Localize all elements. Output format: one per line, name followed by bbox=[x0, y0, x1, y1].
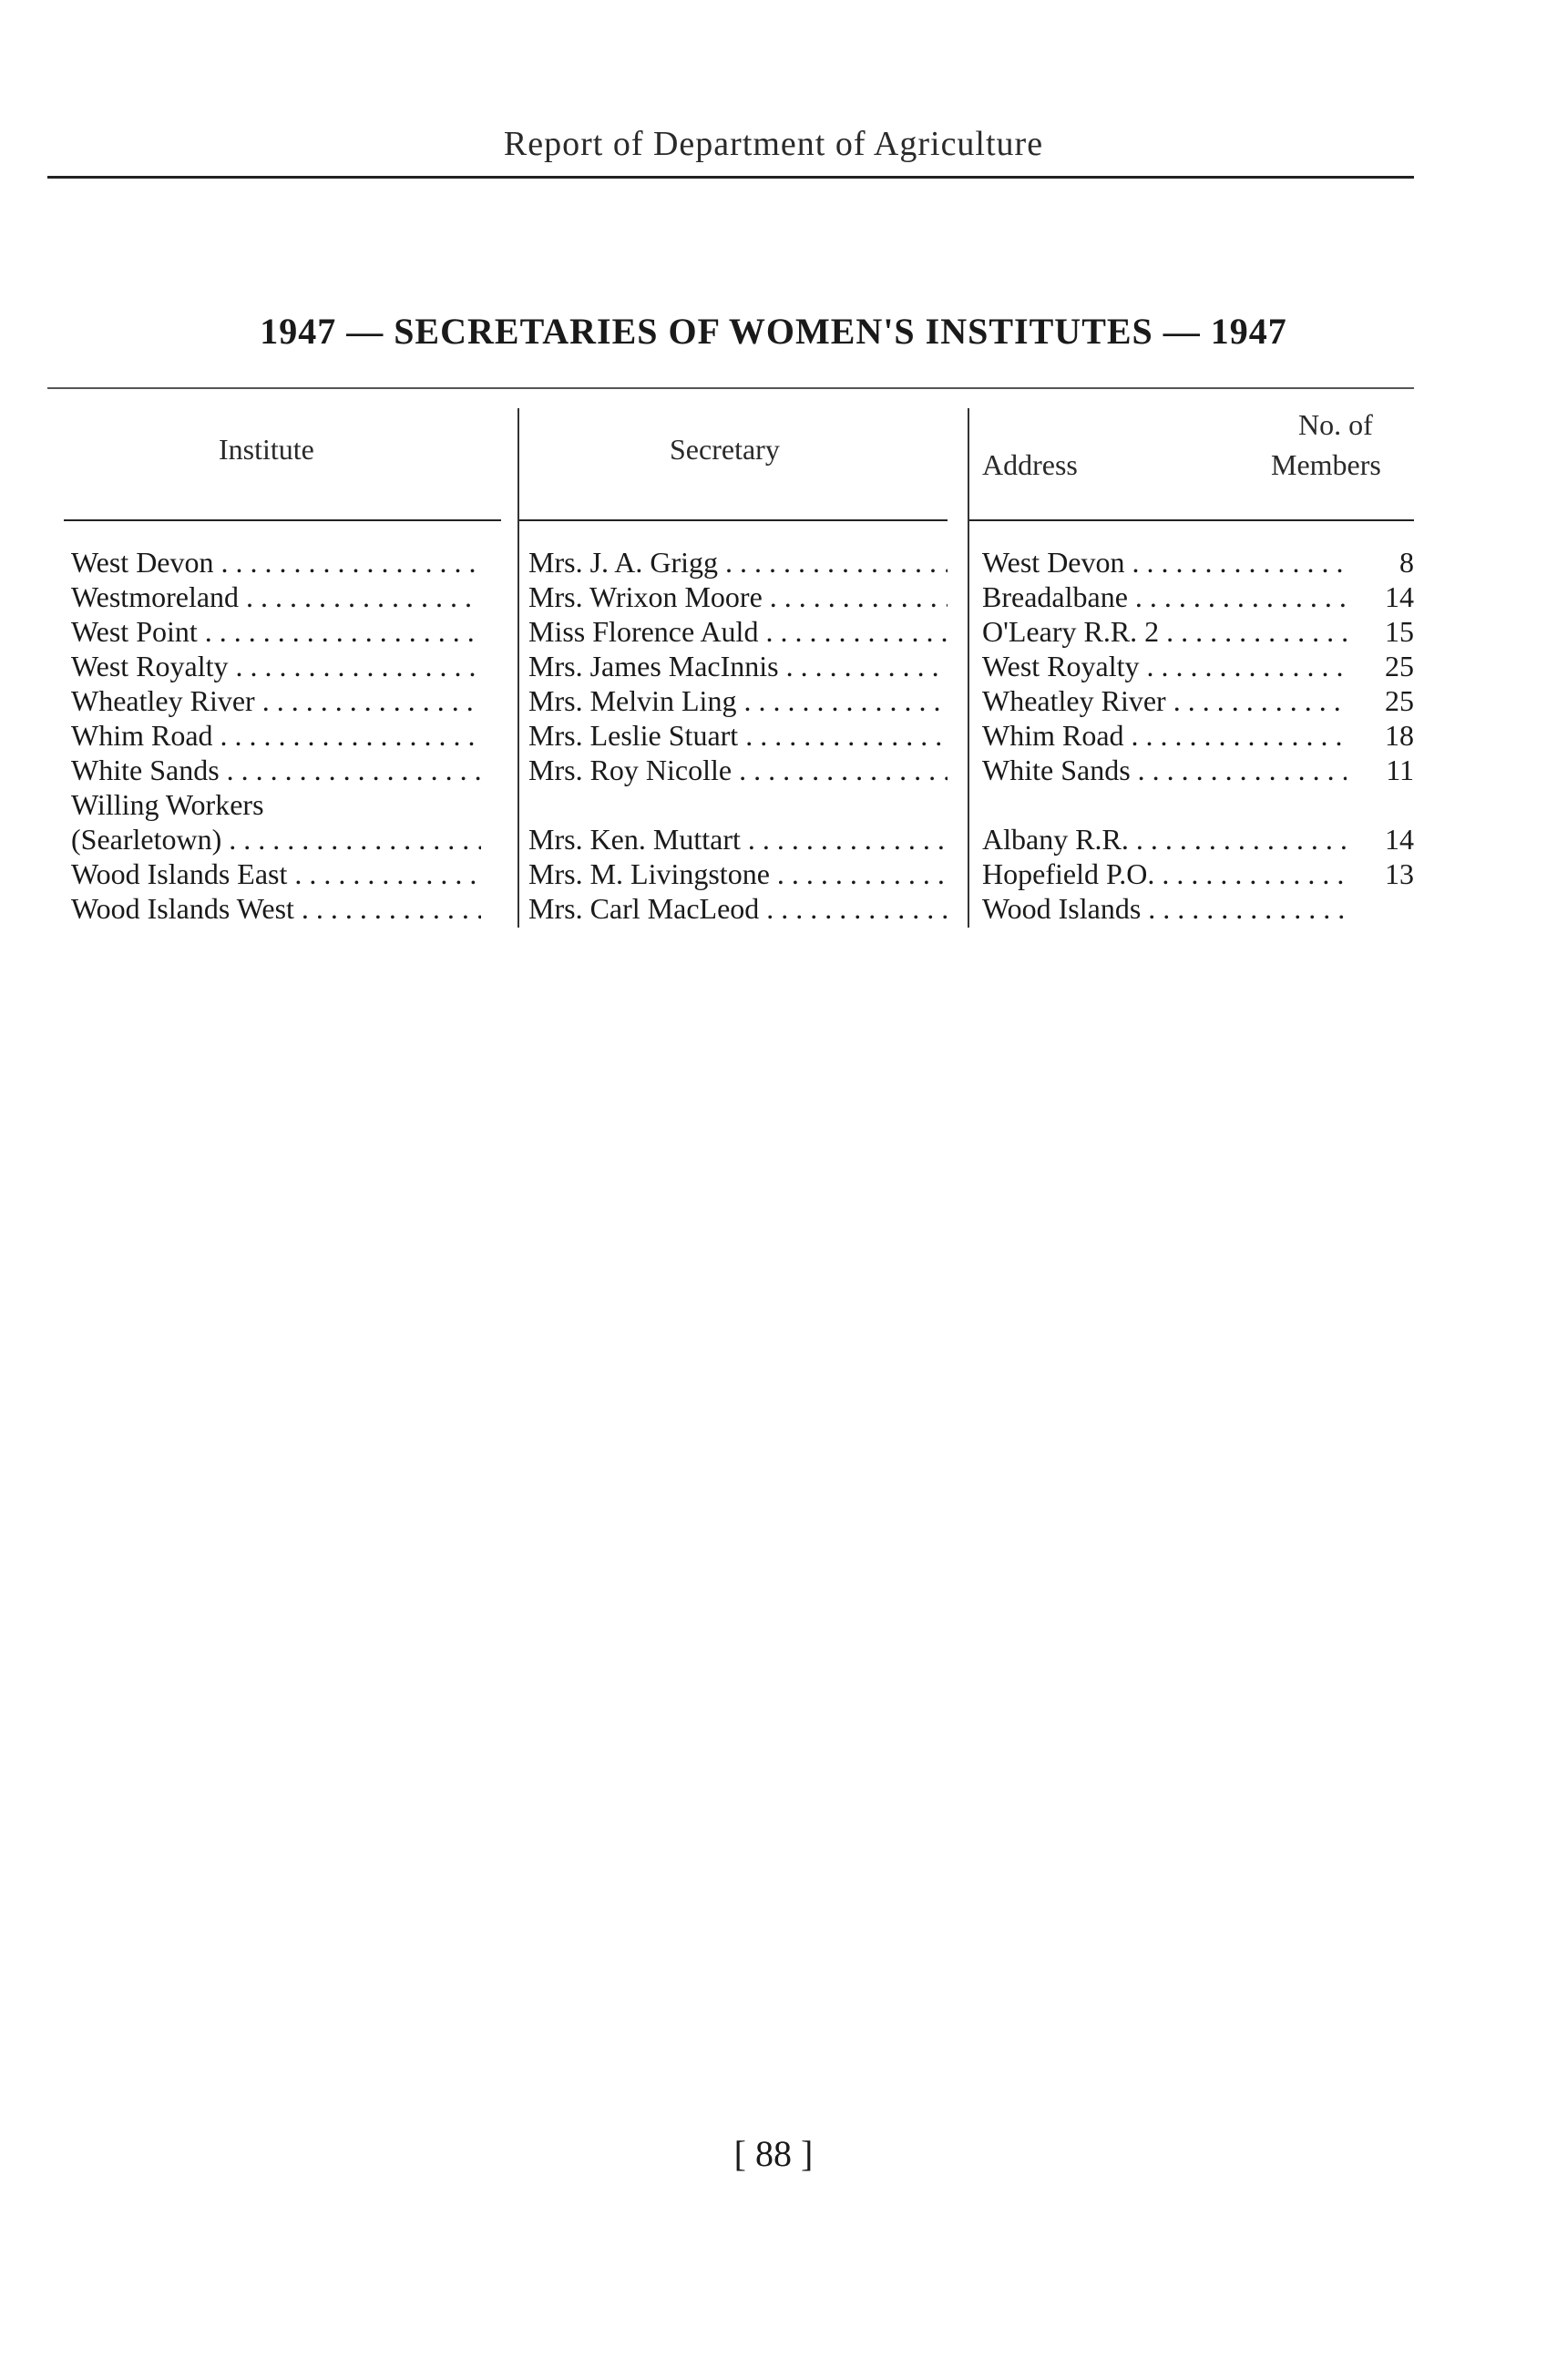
secretary-cell: Mrs. Leslie Stuart . . . bbox=[528, 718, 948, 753]
secretary-cell: Mrs. Ken. Muttart . . . bbox=[528, 822, 948, 857]
table-row bbox=[0, 822, 1547, 857]
address-cell: Albany R.R. . . . bbox=[982, 822, 1347, 857]
institute-cell: (Searletown) . . . bbox=[71, 822, 481, 857]
column-header-address: Address bbox=[982, 448, 1078, 481]
institute-cell: Willing Workers bbox=[71, 788, 264, 821]
institute-cell: Wood Islands East . . . bbox=[71, 857, 481, 891]
address-cell: West Devon . . . bbox=[982, 545, 1347, 580]
institute-cell: Whim Road . . . bbox=[71, 718, 481, 753]
institute-cell: West Devon . . . bbox=[71, 545, 481, 580]
secretary-cell: Mrs. Roy Nicolle . . . bbox=[528, 753, 948, 787]
table-row bbox=[0, 857, 1547, 891]
institute-cell: Wood Islands West . . . bbox=[71, 891, 481, 926]
title-rule bbox=[47, 387, 1414, 389]
institute-cell: West Royalty . . . bbox=[71, 649, 481, 683]
members-cell: 25 bbox=[1385, 684, 1414, 717]
address-cell: Wood Islands . . . bbox=[982, 891, 1347, 926]
institute-cell: West Point . . . bbox=[71, 614, 481, 649]
table-row bbox=[0, 683, 1547, 718]
address-cell: Wheatley River . . . bbox=[982, 683, 1347, 718]
secretary-cell: Mrs. J. A. Grigg . . . bbox=[528, 545, 948, 580]
header-underline-institute bbox=[64, 519, 501, 521]
column-header-institute: Institute bbox=[219, 433, 314, 466]
address-cell: Breadalbane . . . bbox=[982, 580, 1347, 614]
members-cell: 25 bbox=[1385, 650, 1414, 682]
column-header-secretary: Secretary bbox=[670, 433, 780, 466]
table-row bbox=[0, 718, 1547, 753]
secretary-cell: Miss Florence Auld . . . bbox=[528, 614, 948, 649]
secretary-cell: Mrs. Carl MacLeod . . . bbox=[528, 891, 948, 926]
page-number: [ 88 ] bbox=[733, 2133, 814, 2174]
header-rule bbox=[47, 176, 1414, 179]
institute-cell: Wheatley River . . . bbox=[71, 683, 481, 718]
members-cell: 14 bbox=[1385, 823, 1414, 856]
table-row bbox=[0, 787, 1547, 822]
table-row bbox=[0, 580, 1547, 614]
address-cell: Whim Road . . . bbox=[982, 718, 1347, 753]
members-cell: 8 bbox=[1399, 546, 1414, 579]
column-header-members-1: No. of bbox=[1298, 408, 1373, 441]
secretary-cell: Mrs. James MacInnis . . . bbox=[528, 649, 948, 683]
table-row bbox=[0, 891, 1547, 926]
members-cell: 15 bbox=[1385, 615, 1414, 648]
header-underline-secretary bbox=[519, 519, 948, 521]
secretary-cell: Mrs. M. Livingstone . . . bbox=[528, 857, 948, 891]
institute-cell: White Sands . . . bbox=[71, 753, 481, 787]
address-cell: White Sands . . . bbox=[982, 753, 1347, 787]
members-cell: 11 bbox=[1386, 754, 1414, 786]
members-cell: 18 bbox=[1385, 719, 1414, 752]
address-cell: Hopefield P.O. . . . bbox=[982, 857, 1347, 891]
table-row bbox=[0, 649, 1547, 683]
address-cell: West Royalty . . . bbox=[982, 649, 1347, 683]
address-cell: O'Leary R.R. 2 . . . bbox=[982, 614, 1347, 649]
table-row bbox=[0, 753, 1547, 787]
table-row bbox=[0, 545, 1547, 580]
institute-cell: Westmoreland . . . bbox=[71, 580, 481, 614]
members-cell: 13 bbox=[1385, 857, 1414, 890]
secretary-cell: Mrs. Wrixon Moore . . . bbox=[528, 580, 948, 614]
table-row bbox=[0, 614, 1547, 649]
page-title: 1947 — SECRETARIES OF WOMEN'S INSTITUTES — 1947 bbox=[260, 311, 1287, 352]
running-head: Report of Department of Agriculture bbox=[503, 125, 1044, 163]
column-header-members-2: Members bbox=[1271, 448, 1381, 481]
members-cell: 14 bbox=[1385, 580, 1414, 613]
secretary-cell: Mrs. Melvin Ling . . . bbox=[528, 683, 948, 718]
header-underline-address bbox=[969, 519, 1414, 521]
